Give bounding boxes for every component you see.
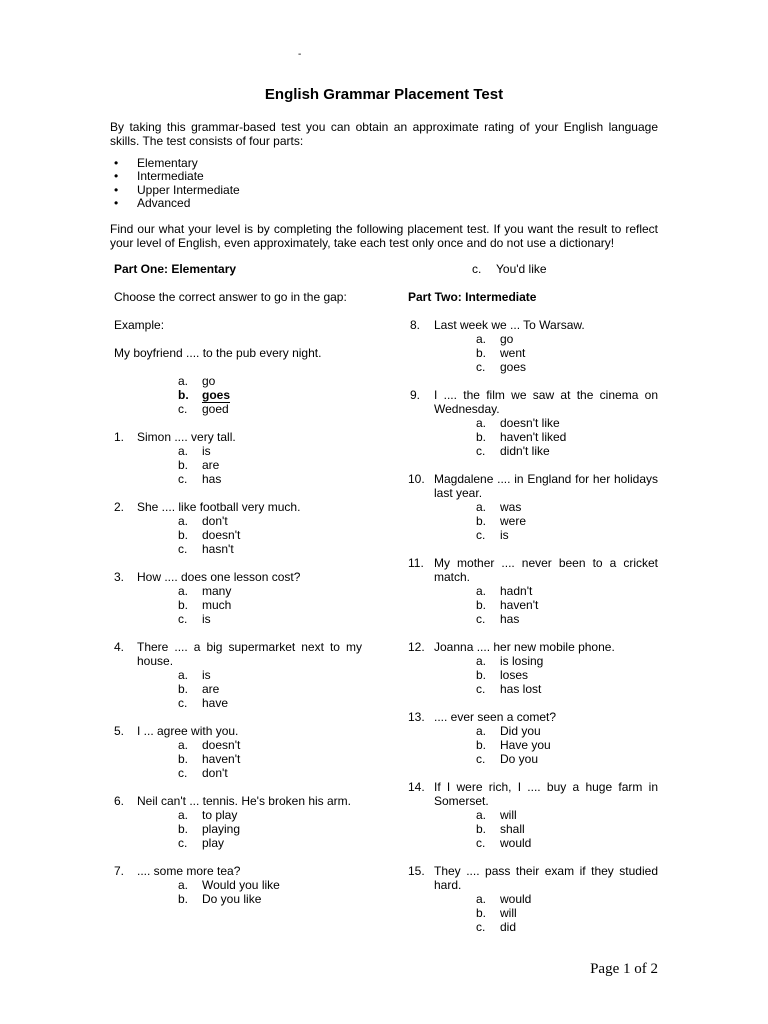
levels-list	[110, 157, 240, 210]
option: a. will	[476, 808, 517, 822]
question-text: They .... pass their exam if they studied hard.	[434, 864, 658, 892]
question	[114, 794, 362, 850]
question-number: 1.	[114, 430, 125, 444]
bullet-icon: •	[114, 195, 119, 210]
option: b. haven't liked	[476, 430, 567, 444]
option: c. have	[178, 696, 229, 710]
question	[408, 640, 658, 696]
instruction-text: Choose the correct answer to go in the gap:	[114, 290, 347, 304]
question-number: 9.	[410, 388, 421, 402]
question-text: How .... does one lesson cost?	[137, 570, 301, 584]
option: b. haven't	[178, 752, 241, 766]
question-text: Neil can't ... tennis. He's broken his arm.	[137, 794, 352, 808]
option: a. don't	[178, 514, 228, 528]
option-selected: b. goes	[178, 388, 231, 402]
question-number: 8.	[410, 318, 421, 332]
option: a. doesn't	[178, 738, 241, 752]
page-number: Page 1 of 2	[590, 961, 658, 977]
option: a. to play	[178, 808, 238, 822]
question	[114, 570, 362, 626]
option: c. You'd like	[472, 262, 547, 276]
option: c. would	[476, 836, 532, 850]
option: b. Do you like	[178, 892, 262, 906]
option: c. has	[476, 612, 520, 626]
page-title: English Grammar Placement Test	[264, 86, 504, 103]
left-column	[114, 262, 362, 920]
option: a. many	[178, 584, 232, 598]
option: a. was	[476, 500, 522, 514]
instructions-paragraph: Find our what your level is by completing the following placement test. If you want the result to reflect your level of English, even approximately, take each test only once and do not use a dictionary!	[110, 222, 658, 250]
question-number: 13.	[408, 710, 425, 724]
option: b. went	[476, 346, 526, 360]
option: c. don't	[178, 766, 228, 780]
question-text: Last week we ... To Warsaw.	[434, 318, 585, 332]
intro-paragraph: By taking this grammar-based test you can obtain an approximate rating of your English language skills. The test consists of four parts:	[110, 120, 658, 148]
question-number: 15.	[408, 864, 425, 878]
question-text: I .... the film we saw at the cinema on Wednesday.	[434, 388, 658, 416]
option: a. go	[178, 374, 216, 388]
option: a. is losing	[476, 654, 544, 668]
option: c. didn't like	[476, 444, 550, 458]
question-text: I ... agree with you.	[137, 724, 239, 738]
part-one-heading: Part One: Elementary	[114, 262, 237, 276]
option: c. did	[476, 920, 517, 934]
option: b. Have you	[476, 738, 551, 752]
list-item: • Elementary	[114, 156, 198, 170]
header-dash: -	[298, 49, 302, 60]
question-text: My mother .... never been to a cricket match.	[434, 556, 658, 584]
bullet-icon: •	[114, 156, 119, 170]
option: a. hadn't	[476, 584, 533, 598]
list-item: • Upper Intermediate	[114, 182, 240, 197]
question	[408, 780, 658, 850]
option: b. playing	[178, 822, 241, 836]
question-number: 10.	[408, 472, 425, 486]
option: b. loses	[476, 668, 529, 682]
option: a. Would you like	[178, 878, 280, 892]
option: c. is	[178, 612, 211, 626]
question-text: There .... a big supermarket next to my house.	[137, 640, 362, 668]
option: b. are	[178, 458, 220, 472]
example-options	[114, 374, 362, 416]
option: c. goed	[178, 402, 229, 416]
question-text: She .... like football very much.	[137, 500, 301, 514]
question-text: Simon .... very tall.	[137, 430, 236, 444]
question	[114, 724, 362, 780]
option: a. is	[178, 668, 211, 682]
option: a. would	[476, 892, 532, 906]
option: c. Do you	[476, 752, 539, 766]
question-number: 3.	[114, 570, 125, 584]
option: a. doesn't like	[476, 416, 560, 430]
question-number: 5.	[114, 724, 125, 738]
list-item: • Intermediate	[114, 169, 204, 184]
example-label: Example:	[114, 318, 165, 332]
question-text: Joanna .... her new mobile phone.	[434, 640, 615, 654]
question	[114, 640, 362, 710]
question-text: .... ever seen a comet?	[434, 710, 557, 724]
option: a. Did you	[476, 724, 541, 738]
question	[408, 318, 658, 374]
question	[408, 388, 658, 458]
option: b. will	[476, 906, 517, 920]
bullet-icon: •	[114, 182, 119, 197]
question	[408, 864, 658, 934]
option: c. play	[178, 836, 225, 850]
option: b. were	[476, 514, 527, 528]
question-number: 7.	[114, 864, 125, 878]
list-item: • Advanced	[114, 195, 191, 210]
option: b. shall	[476, 822, 525, 836]
option: c. has	[178, 472, 222, 486]
question-number: 6.	[114, 794, 125, 808]
part-two-heading: Part Two: Intermediate	[408, 290, 537, 304]
option: b. much	[178, 598, 232, 612]
example-sentence: My boyfriend .... to the pub every night.	[114, 346, 322, 360]
question	[114, 500, 362, 556]
question	[114, 430, 362, 486]
question-number: 14.	[408, 780, 425, 794]
option: b. doesn't	[178, 528, 241, 542]
question-number: 4.	[114, 640, 125, 654]
option: c. is	[476, 528, 509, 542]
option: b. are	[178, 682, 220, 696]
question-text: .... some more tea?	[137, 864, 241, 878]
question-number: 2.	[114, 500, 125, 514]
right-column	[408, 262, 658, 948]
question-text: Magdalene .... in England for her holidays last year.	[434, 472, 658, 500]
bullet-icon: •	[114, 169, 119, 184]
option: c. hasn't	[178, 542, 234, 556]
question	[408, 556, 658, 626]
question	[114, 864, 362, 906]
question-text: If I were rich, I .... buy a huge farm in Somerset.	[434, 780, 658, 808]
option: c. goes	[476, 360, 527, 374]
option: c. has lost	[476, 682, 542, 696]
question-number: 12.	[408, 640, 425, 654]
option: b. haven't	[476, 598, 539, 612]
option: a. is	[178, 444, 211, 458]
question-number: 11.	[408, 556, 424, 570]
option: a. go	[476, 332, 514, 346]
question	[408, 710, 658, 766]
question	[408, 472, 658, 542]
